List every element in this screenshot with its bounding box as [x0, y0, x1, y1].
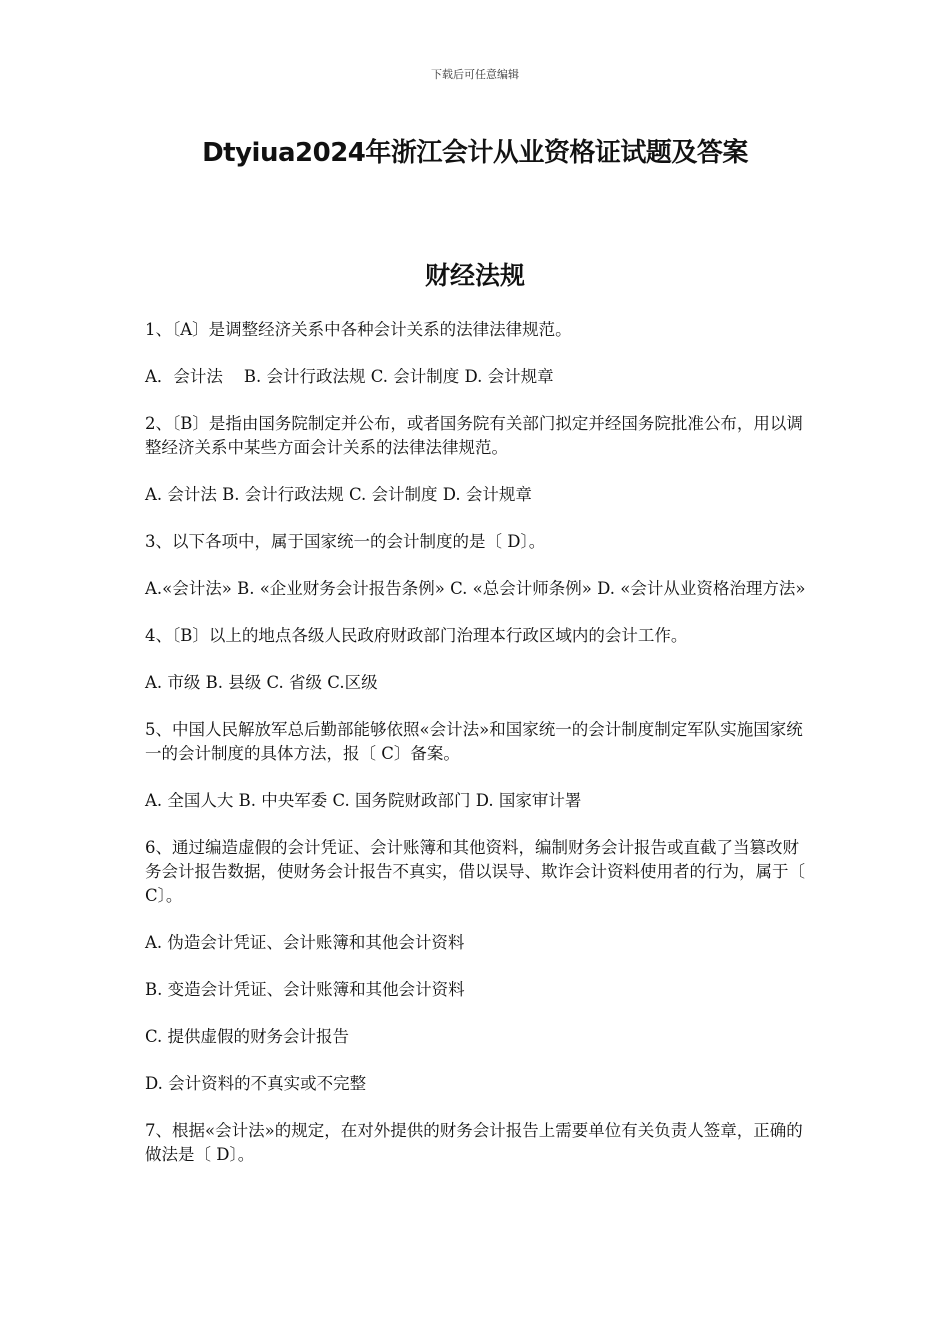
question-4-options: A. 市级 B. 县级 C. 省级 C.区级 — [145, 673, 378, 692]
question-7: 7、根据«会计法»的规定，在对外提供的财务会计报告上需要单位有关负责人签章，正确的做法是〔 D〕。 — [145, 1121, 803, 1164]
document-title: Dtyiua2024年浙江会计从业资格证试题及答案 — [202, 138, 748, 168]
section-title: 财经法规 — [424, 261, 525, 290]
question-5-options: A. 全国人大 B. 中央军委 C. 国务院财政部门 D. 国家审计署 — [145, 791, 582, 810]
question-6-option-a: A. 伪造会计凭证、会计账簿和其他会计资料 — [145, 933, 465, 952]
question-3-options: A.«会计法» B. «企业财务会计报告条例» C. «总会计师条例» D. «会计从业资格治理方法» — [145, 579, 806, 598]
question-2: 2、〔B〕是指由国务院制定并公布，或者国务院有关部门拟定并经国务院批准公布，用以调整经济关系中某些方面会计关系的法律法律规范。 — [145, 414, 803, 457]
question-1: 1、〔A〕是调整经济关系中各种会计关系的法律法律规范。 — [145, 320, 572, 339]
question-6-option-d: D. 会计资料的不真实或不完整 — [145, 1074, 367, 1093]
question-6-option-b: B. 变造会计凭证、会计账簿和其他会计资料 — [145, 980, 465, 999]
document-body — [145, 318, 810, 1190]
question-1-options: A．会计法 B. 会计行政法规 C. 会计制度 D. 会计规章 — [145, 367, 554, 386]
question-6-option-c: C. 提供虚假的财务会计报告 — [145, 1027, 350, 1046]
header-note: 下载后可任意编辑 — [431, 68, 519, 81]
question-2-options: A. 会计法 B. 会计行政法规 C. 会计制度 D. 会计规章 — [145, 485, 532, 504]
question-6: 6、通过编造虚假的会计凭证、会计账簿和其他资料，编制财务会计报告或直截了当篡改财务会计报告数据，使财务会计报告不真实，借以误导、欺诈会计资料使用者的行为，属于〔 C〕。 — [145, 838, 811, 905]
question-3: 3、以下各项中，属于国家统一的会计制度的是〔 D〕。 — [145, 532, 546, 551]
question-5: 5、中国人民解放军总后勤部能够依照«会计法»和国家统一的会计制度制定军队实施国家统一的会计制度的具体方法，报〔 C〕备案。 — [145, 720, 803, 763]
question-4: 4、〔B〕以上的地点各级人民政府财政部门治理本行政区域内的会计工作。 — [145, 626, 688, 645]
